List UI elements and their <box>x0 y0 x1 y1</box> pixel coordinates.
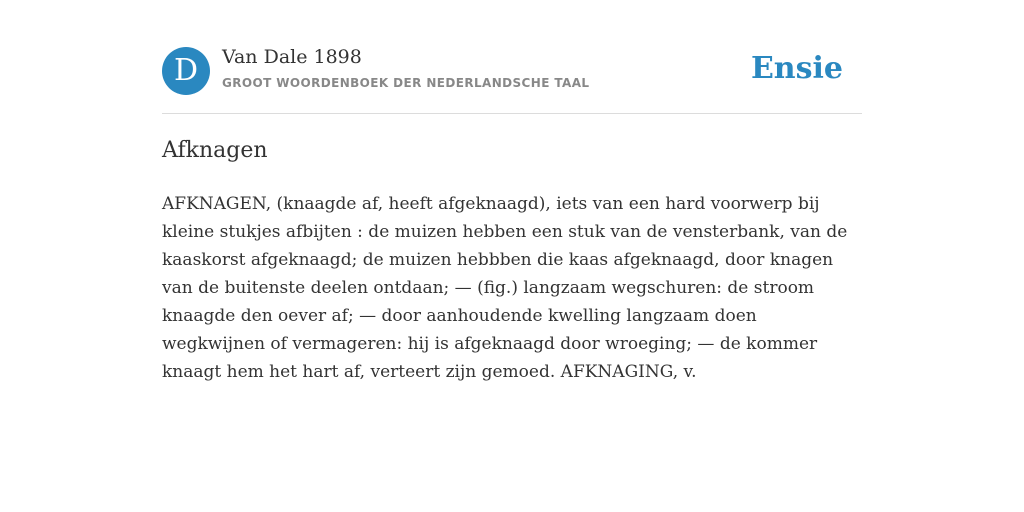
source-title[interactable]: Van Dale 1898 <box>222 46 362 68</box>
source-header <box>162 0 862 114</box>
entry-title: Afknagen <box>162 138 268 163</box>
entry-card <box>162 0 862 382</box>
ensie-logo[interactable]: Ensie <box>750 51 843 86</box>
source-avatar[interactable]: D <box>162 47 210 95</box>
entry-definition: AFKNAGEN, (knaagde af, heeft afgeknaagd), iets van een hard voorwerp bij kleine stukjes afbijten : de muizen hebben een stuk van de vensterbank, van de kaaskorst afgeknaagd; de muizen hebbben die kaas afgeknaagd, door knagen van de buitenste deelen ontdaan; — (fig.) langzaam wegschuren: de stroom knaagde den oever af; — door aanhoudende kwelling langzaam doen wegkwijnen of vermageren: hij is afgeknaagd door wroeging; — de kommer knaagt hem het hart af, verteert zijn gemoed. AFKNAGING, v. <box>162 194 848 382</box>
source-subtitle: GROOT WOORDENBOEK DER NEDERLANDSCHE TAAL <box>222 76 590 90</box>
